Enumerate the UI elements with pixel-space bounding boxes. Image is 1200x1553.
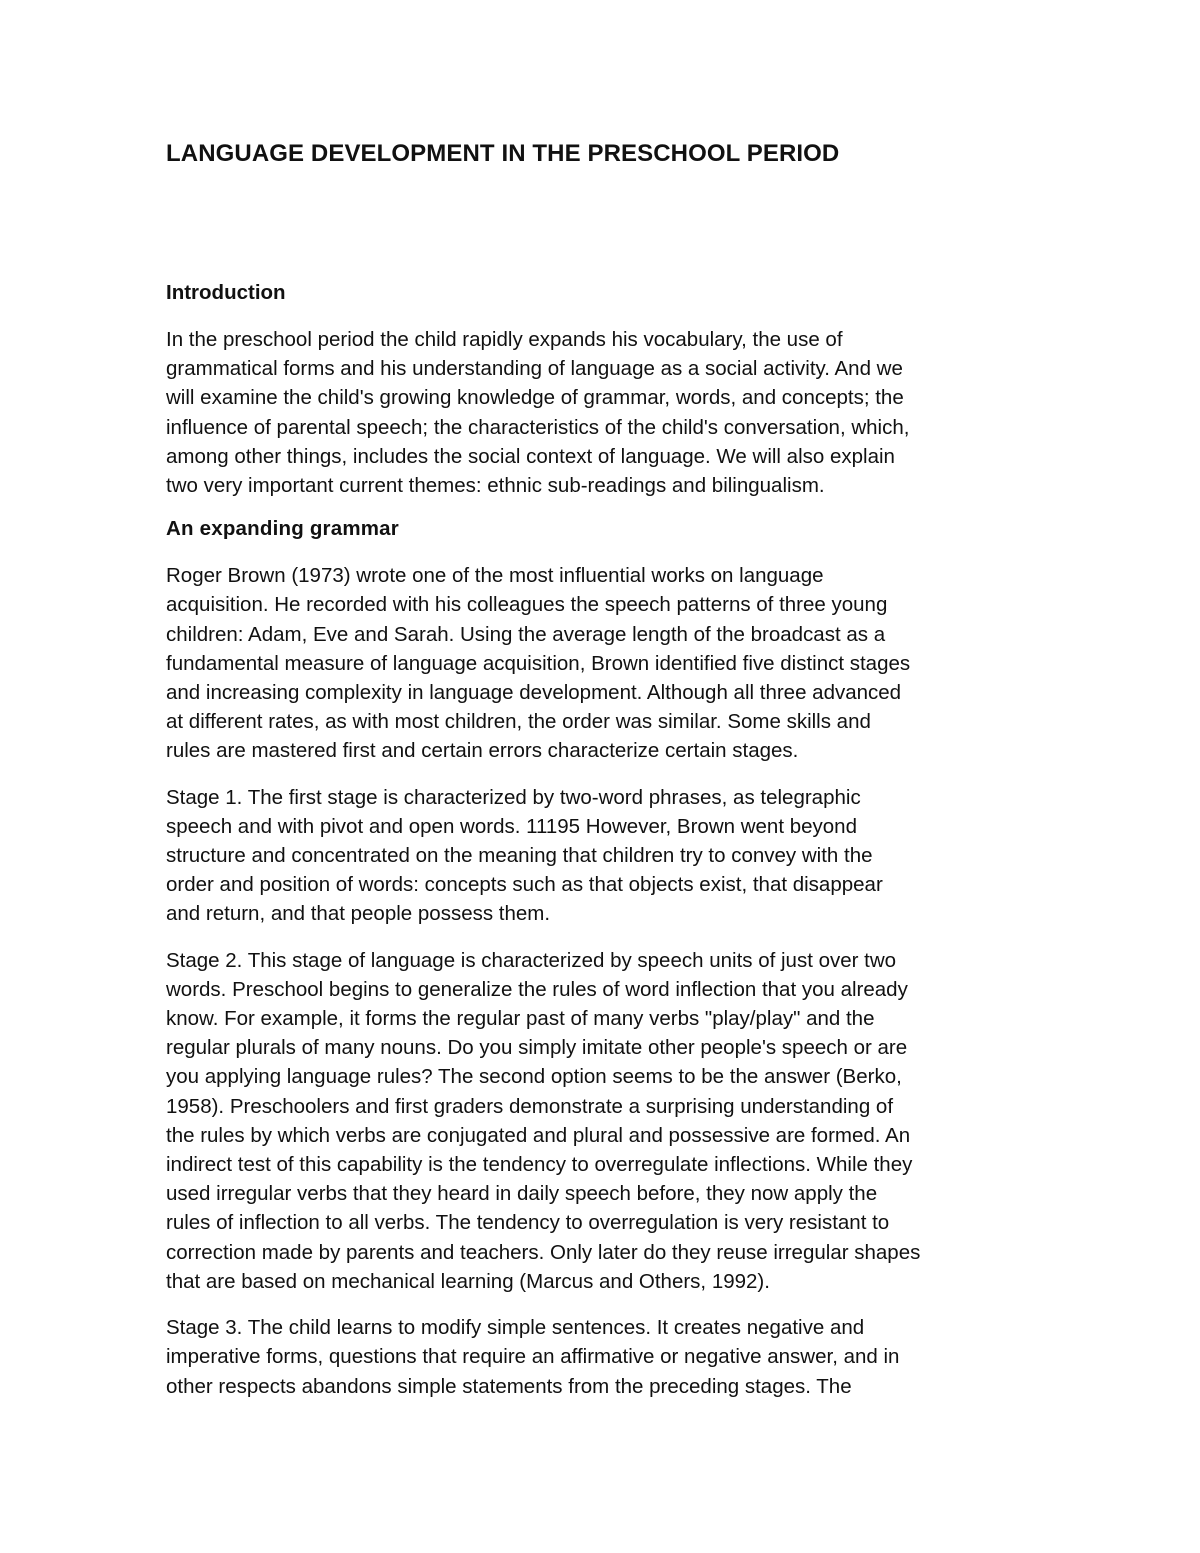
text-line: speech and with pivot and open words. 11195 However, Brown went beyond (166, 814, 857, 838)
text-line: rules of inflection to all verbs. The tendency to overregulation is very resistant to (166, 1211, 890, 1235)
text-line: you applying language rules? The second option seems to be the answer (Berko, (166, 1065, 902, 1089)
text-line: among other things, includes the social context of language. We will also explain (166, 444, 895, 468)
text-line: Stage 2. This stage of language is characterized by speech units of just over two (166, 948, 897, 972)
text-line: and return, and that people possess them. (166, 902, 551, 926)
introduction-heading: Introduction (166, 281, 286, 304)
text-line: acquisition. He recorded with his colleagues the speech patterns of three young (166, 593, 888, 617)
stage-1-paragraph (166, 783, 1046, 929)
text-line: Stage 3. The child learns to modify simple sentences. It creates negative and (166, 1316, 865, 1340)
text-line: words. Preschool begins to generalize the rules of word inflection that you already (166, 977, 908, 1001)
text-line: two very important current themes: ethnic sub-readings and bilingualism. (166, 474, 825, 498)
spacer (166, 307, 1046, 325)
text-line: and increasing complexity in language development. Although all three advanced (166, 681, 902, 705)
spacer (166, 766, 1046, 783)
text-line: the rules by which verbs are conjugated and plural and possessive are formed. An (166, 1123, 911, 1147)
text-line: that are based on mechanical learning (Marcus and Others, 1992). (166, 1269, 770, 1293)
text-line: 1958). Preschoolers and first graders demonstrate a surprising understanding of (166, 1094, 894, 1118)
text-line: Stage 1. The first stage is characterized by two-word phrases, as telegraphic (166, 785, 861, 809)
text-line: other respects abandons simple statements from the preceding stages. The (166, 1374, 852, 1398)
stage-3-paragraph (166, 1313, 1046, 1401)
text-line: grammatical forms and his understanding of language as a social activity. And we (166, 357, 903, 381)
spacer (166, 929, 1046, 946)
text-line: influence of parental speech; the characteristics of the child's conversation, which, (166, 415, 910, 439)
introduction-paragraph (166, 325, 1046, 500)
spacer (166, 1296, 1046, 1313)
spacer (166, 543, 1046, 561)
expanding-grammar-heading: An expanding grammar (166, 517, 399, 541)
stage-2-paragraph (166, 946, 1046, 1296)
text-line: will examine the child's growing knowledge of grammar, words, and concepts; the (166, 386, 904, 410)
text-line: correction made by parents and teachers. Only later do they reuse irregular shapes (166, 1240, 921, 1264)
text-line: structure and concentrated on the meaning that children try to convey with the (166, 844, 873, 868)
text-line: children: Adam, Eve and Sarah. Using the average length of the broadcast as a (166, 622, 886, 646)
text-line: regular plurals of many nouns. Do you simply imitate other people's speech or are (166, 1036, 908, 1060)
brown-paragraph (166, 561, 1046, 765)
spacer (166, 500, 1046, 514)
text-line: know. For example, it forms the regular past of many verbs "play/play" and the (166, 1007, 875, 1031)
text-line: Roger Brown (1973) wrote one of the most influential works on language (166, 564, 824, 588)
text-line: at different rates, as with most children, the order was similar. Some skills and (166, 710, 871, 734)
document-content (166, 278, 1046, 1401)
text-line: In the preschool period the child rapidly expands his vocabulary, the use of (166, 328, 843, 351)
text-line: imperative forms, questions that require an affirmative or negative answer, and in (166, 1345, 900, 1369)
text-line: indirect test of this capability is the tendency to overregulate inflections. While they (166, 1153, 913, 1177)
document-title: LANGUAGE DEVELOPMENT IN THE PRESCHOOL PERIOD (166, 140, 840, 167)
text-line: fundamental measure of language acquisition, Brown identified five distinct stages (166, 651, 911, 675)
text-line: used irregular verbs that they heard in daily speech before, they now apply the (166, 1182, 878, 1206)
text-line: order and position of words: concepts such as that objects exist, that disappear (166, 873, 883, 897)
text-line: rules are mastered first and certain errors characterize certain stages. (166, 739, 799, 763)
